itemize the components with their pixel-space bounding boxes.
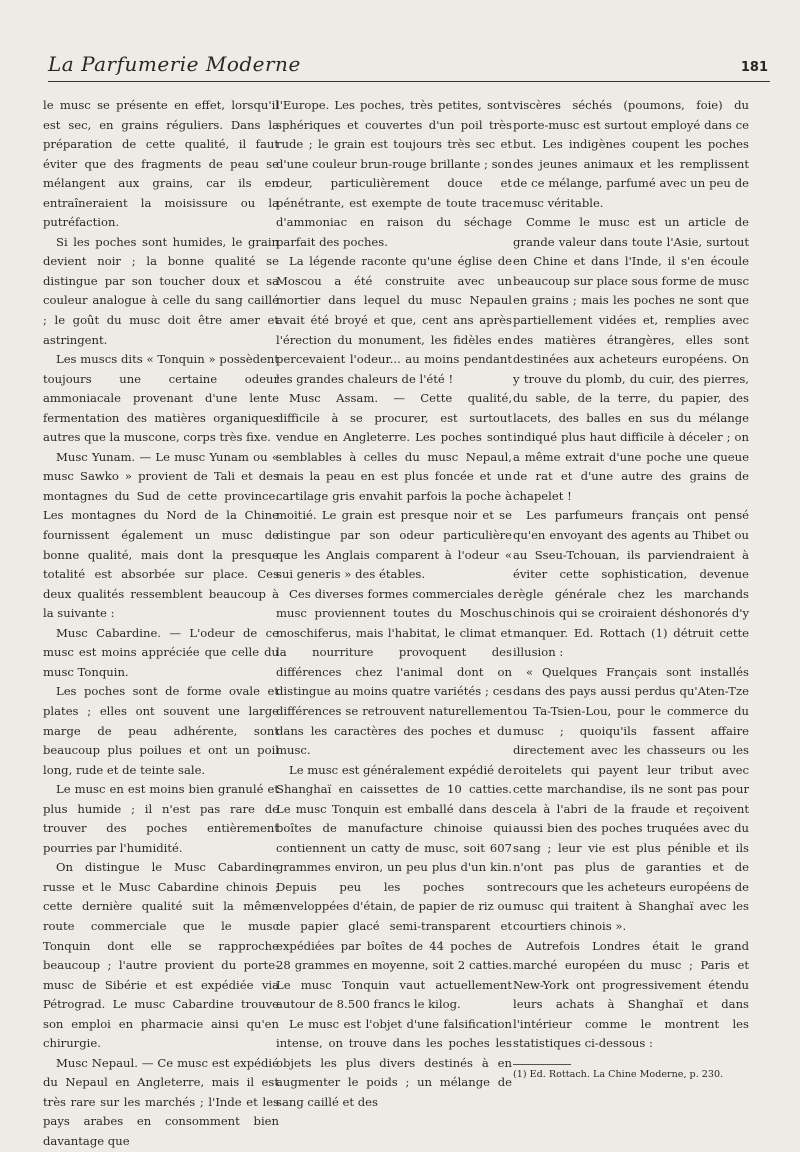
paragraph: Ces diverses formes commerciales de musc proviennent toutes du Moschus moschiferus, mais l'habitat, le climat et la nourriture provoquent des différences chez l'animal dont on distingue au moins quatre variétés ; ces différences se retrouvent naturellement dans les caractères des poches et du musc. xyxy=(276,586,512,758)
paragraph: Comme le musc est un article de grande valeur dans toute l'Asie, surtout en Chine et dans l'Inde, il s'en écoule beaucoup sur place sous forme de musc en grains ; mais les poches ne sont que partiellement vidées et, remplies avec des matières étrangères, elles sont destinées aux acheteurs européens. On y trouve du plomb, du cuir, des pierres, du sable, de la terre, du papier, des lacets, des balles en sus du mélange indiqué plus haut difficile à déceler ; on a même extrait d'une poche une queue de rat et d'une autre des grains de chapelet ! xyxy=(513,215,749,503)
paragraph: Les parfumeurs français ont pensé qu'en envoyant des agents au Thibet ou au Sseu-Tchouan, ils parviendraient à éviter cette sophistication, devenue règle générale chez les marchands chinois qui se croiraient déshonorés d'y manquer. Ed. Rottach (1) détruit cette illusion : xyxy=(513,508,749,660)
paragraph: La légende raconte qu'une église de Moscou a été construite avec un mortier dans lequel du musc Nepaul avait été broyé et que, cent ans après l'érection du monument, les fidèles en percevaient l'odeur... au moins pendant les grandes chaleurs de l'été ! xyxy=(276,254,512,386)
paragraph: le musc se présente en effet, lorsqu'il est sec, en grains réguliers. Dans la préparation de cette qualité, il faut éviter que des fragments de peau se mélangent aux grains, car ils en entraîneraient la moisissure ou la putréfaction. xyxy=(43,98,279,230)
header-rule xyxy=(48,81,770,82)
page-header xyxy=(48,50,768,86)
footnote-rule xyxy=(513,1064,571,1065)
paragraph: Les muscs dits « Tonquin » possèdent toujours une certaine odeur ammoniacale provenant d'une lente fermentation des matières organiques autres que la muscone, corps très fixe. xyxy=(43,352,279,445)
paragraph: viscères séchés (poumons, foie) du porte-musc est surtout employé dans ce but. Les indigènes coupent les poches des jeunes animaux et les remplissent de ce mélange, parfumé avec un peu de musc véritable. xyxy=(513,98,749,210)
paragraph: Le musc en est moins bien granulé et plus humide ; il n'est pas rare de trouver des poches entièrement pourries par l'humidité. xyxy=(43,782,279,855)
paragraph: Autrefois Londres était le grand marché européen du musc ; Paris et New-York ont progressivement étendu leurs achats à Shanghaï et dans l'intérieur comme le montrent les statistiques ci-dessous : xyxy=(513,938,749,1051)
paragraph: Musc Nepaul. — Ce musc est expédié du Nepaul en Angleterre, mais il est très rare sur les marchés ; l'Inde et les pays arabes en consomment bien davantage que xyxy=(43,1055,279,1148)
paragraph: Le musc est l'objet d'une falsification intense, on trouve dans les poches les objets les plus divers destinés à en augmenter le poids ; un mélange de sang caillé et des xyxy=(276,1016,512,1109)
paragraph: Si les poches sont humides, le grain devient noir ; la bonne qualité se distingue par son toucher doux et sa couleur analogue à celle du sang caillé ; le goût du musc doit être amer et astringent. xyxy=(43,234,279,347)
paragraph: Les poches sont de forme ovale et plates ; elles ont souvent une large marge de peau adhérente, sont beaucoup plus poilues et ont un poil long, rude et de teinte sale. xyxy=(43,684,279,777)
text-column-1 xyxy=(43,96,279,1152)
paragraph: Musc Cabardine. — L'odeur de ce musc est moins appréciée que celle du musc Tonquin. xyxy=(43,625,279,679)
text-column-2 xyxy=(276,96,512,1112)
footnote: (1) Ed. Rottach. La Chine Moderne, p. 230. xyxy=(513,1068,724,1080)
paragraph: Musc Yunam. — Le musc Yunam ou « musc Sawko » provient de Tali et des montagnes du Sud de cette province. Les montagnes du Nord de la Chine fournissent également un musc de bonne qualité, mais dont la presque totalité est absorbée sur place. Ces deux qualités ressemblent beaucoup à la suivante : xyxy=(43,449,279,621)
text-column-3 xyxy=(513,96,749,1081)
paragraph: l'Europe. Les poches, très petites, sont sphériques et couvertes d'un poil très rude ; le grain est toujours très sec et d'une couleur brun-rouge brillante ; son odeur, particulièrement douce et pénétrante, est exempte de toute trace d'ammoniac en raison du séchage parfait des poches. xyxy=(276,98,512,249)
paragraph: Le musc est généralement expédié de Shanghaï en caissettes de 10 catties. Le musc Tonquin est emballé dans des boîtes de manufacture chinoise qui contiennent un catty de musc, soit 607 grammes environ, un peu plus d'un kin. Depuis peu les poches sont enveloppées d'étain, de papier de riz ou de papier glacé semi-transparent et expédiées par boîtes de 44 poches de 28 grammes en moyenne, soit 2 catties. Le musc Tonquin vaut actuellement autour de 8.500 francs le kilog. xyxy=(276,762,512,1012)
running-title: La Parfumerie Moderne xyxy=(48,52,301,76)
paragraph: On distingue le Musc Cabardine russe et le Musc Cabardine chinois ; cette dernière qualité suit la même route commerciale que le musc Tonquin dont elle se rapproche beaucoup ; l'autre provient du porte-musc de Sibérie et est expédiée via Pétrograd. Le musc Cabardine trouve son emploi en pharmacie ainsi qu'en chirurgie. xyxy=(43,860,279,1051)
paragraph: Musc Assam. — Cette qualité, difficile à se procurer, est surtout vendue en Angleterre. Les poches sont semblables à celles du musc Nepaul, mais la peau en est plus foncée et un cartilage gris envahit parfois la poche à moitié. Le grain est presque noir et se distingue par son odeur particulière que les Anglais comparent à l'odeur « sui generis » des étables. xyxy=(276,391,512,582)
paragraph: « Quelques Français sont installés dans des pays aussi perdus qu'Aten-Tze ou Ta-Tsien-Lou, pour le commerce du musc ; quoiqu'ils fassent affaire directement avec les chasseurs ou les roitelets qui payent leur tribut avec cette marchandise, ils ne sont pas pour cela à l'abri de la fraude et reçoivent aussi bien des poches truquées avec du sang ; leur vie est plus pénible et ils n'ont pas plus de garanties et de recours que les acheteurs européens de musc qui traitent à Shanghaï avec les courtiers chinois ». xyxy=(513,664,749,933)
page-number: 181 xyxy=(740,60,768,75)
